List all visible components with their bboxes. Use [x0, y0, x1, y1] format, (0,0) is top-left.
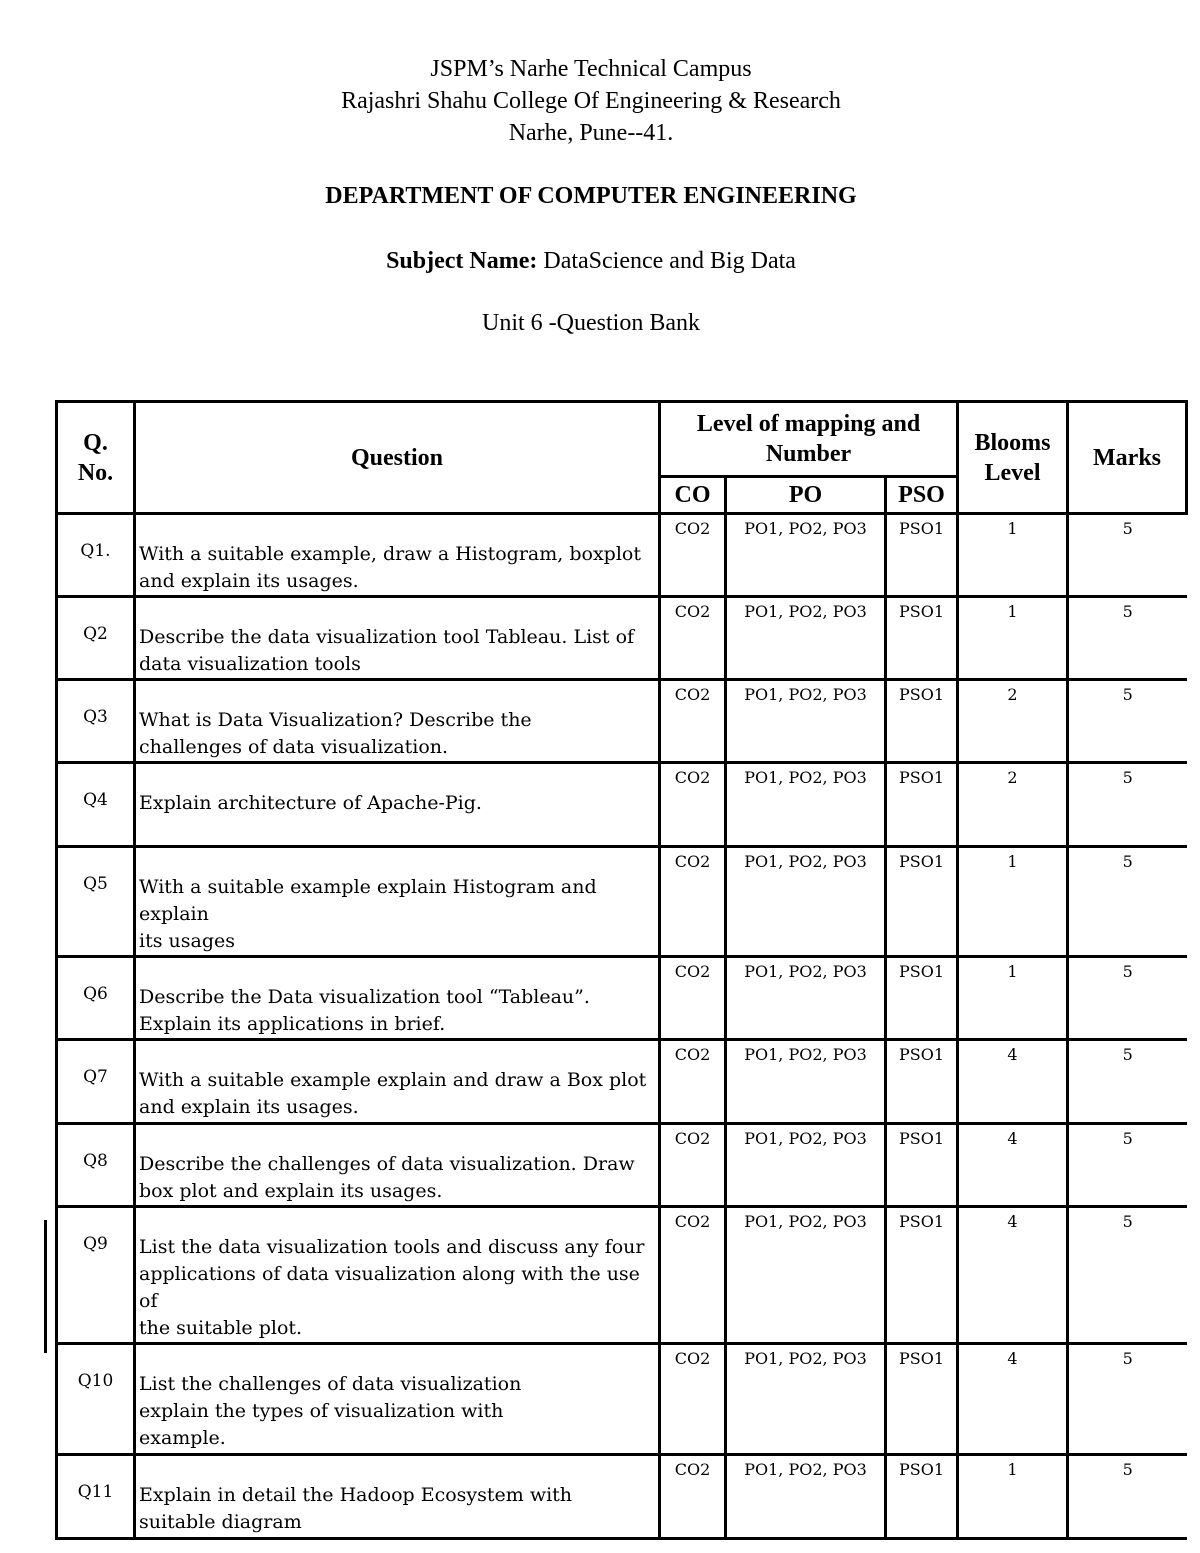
question-text [135, 1455, 660, 1539]
marks-cell: 5 [1068, 1344, 1187, 1455]
header-po: PO [726, 477, 886, 514]
blooms-cell: 1 [958, 847, 1068, 957]
question-line: suitable diagram [139, 1511, 302, 1533]
table-row [57, 514, 1187, 597]
question-line: Describe the Data visualization tool “Tableau”. [139, 986, 590, 1008]
marks-cell: 5 [1068, 763, 1187, 847]
table-row [57, 1040, 1187, 1124]
table-row [57, 763, 1187, 847]
question-number: Q11 [57, 1455, 135, 1539]
po-cell: PO1, PO2, PO3 [726, 514, 886, 597]
co-cell: CO2 [660, 1455, 726, 1539]
co-cell: CO2 [660, 957, 726, 1040]
question-line: With a suitable example, draw a Histogram, boxplot [139, 543, 641, 565]
blooms-cell: 2 [958, 680, 1068, 763]
co-cell: CO2 [660, 597, 726, 680]
college-name: Rajashri Shahu College Of Engineering & Research [341, 88, 841, 114]
po-cell: PO1, PO2, PO3 [726, 1124, 886, 1207]
header-mapping-line2: Number [765, 441, 852, 467]
header-blooms [958, 402, 1068, 514]
subject-value: DataScience and Big Data [543, 248, 796, 274]
header-qno-line2: No. [77, 459, 114, 486]
pso-cell: PSO1 [886, 514, 958, 597]
question-line: explain the types of visualization with [139, 1400, 504, 1422]
header-co: CO [660, 477, 726, 514]
question-text [135, 514, 660, 597]
blooms-cell: 1 [958, 597, 1068, 680]
question-line: Describe the challenges of data visualization. Draw [139, 1153, 635, 1175]
question-number: Q7 [57, 1040, 135, 1124]
question-number: Q2 [57, 597, 135, 680]
blooms-cell: 4 [958, 1040, 1068, 1124]
question-line: What is Data Visualization? Describe the [139, 709, 532, 731]
department-title: DEPARTMENT OF COMPUTER ENGINEERING [325, 183, 857, 209]
question-line: With a suitable example explain and draw a Box plot [139, 1069, 647, 1091]
question-text [135, 847, 660, 957]
question-number: Q6 [57, 957, 135, 1040]
question-text [135, 1124, 660, 1207]
header-qno [57, 402, 135, 514]
question-line: Explain architecture of Apache-Pig. [139, 792, 482, 814]
po-cell: PO1, PO2, PO3 [726, 1207, 886, 1344]
table-body [57, 514, 1187, 1539]
pso-cell: PSO1 [886, 1455, 958, 1539]
question-line: the suitable plot. [139, 1317, 303, 1339]
question-line: example. [139, 1427, 226, 1449]
pso-cell: PSO1 [886, 1124, 958, 1207]
co-cell: CO2 [660, 514, 726, 597]
header-qno-line1: Q. [83, 429, 108, 456]
po-cell: PO1, PO2, PO3 [726, 1040, 886, 1124]
table-row [57, 957, 1187, 1040]
blooms-cell: 4 [958, 1344, 1068, 1455]
header-mapping [660, 402, 958, 477]
question-number: Q3 [57, 680, 135, 763]
question-line: its usages [139, 930, 235, 952]
question-number: Q8 [57, 1124, 135, 1207]
pso-cell: PSO1 [886, 680, 958, 763]
question-text [135, 680, 660, 763]
question-bank-table [55, 400, 1188, 1540]
header-pso: PSO [886, 477, 958, 514]
po-cell: PO1, PO2, PO3 [726, 847, 886, 957]
question-text [135, 1040, 660, 1124]
co-cell: CO2 [660, 1124, 726, 1207]
po-cell: PO1, PO2, PO3 [726, 1344, 886, 1455]
question-line: and explain its usages. [139, 1096, 359, 1118]
question-number: Q4 [57, 763, 135, 847]
question-text [135, 597, 660, 680]
co-cell: CO2 [660, 1040, 726, 1124]
pso-cell: PSO1 [886, 1040, 958, 1124]
blooms-cell: 1 [958, 514, 1068, 597]
question-text [135, 763, 660, 847]
co-cell: CO2 [660, 1344, 726, 1455]
marks-cell: 5 [1068, 1207, 1187, 1344]
co-cell: CO2 [660, 847, 726, 957]
question-line: data visualization tools [139, 653, 361, 675]
college-address: Narhe, Pune--41. [508, 120, 674, 146]
marks-cell: 5 [1068, 514, 1187, 597]
question-line: List the data visualization tools and discuss any four [139, 1236, 645, 1258]
subject-line [0, 245, 1182, 277]
marks-cell: 5 [1068, 1040, 1187, 1124]
header-mapping-line1: Level of mapping and [696, 411, 921, 437]
marks-cell: 5 [1068, 847, 1187, 957]
pso-cell: PSO1 [886, 957, 958, 1040]
blooms-cell: 2 [958, 763, 1068, 847]
co-cell: CO2 [660, 1207, 726, 1344]
subject-label: Subject Name: [386, 248, 538, 274]
co-cell: CO2 [660, 763, 726, 847]
blooms-cell: 4 [958, 1124, 1068, 1207]
margin-bar [44, 1220, 47, 1353]
header-blooms-line1: Blooms [974, 429, 1051, 456]
unit-title: Unit 6 -Question Bank [482, 310, 700, 336]
co-cell: CO2 [660, 680, 726, 763]
question-text [135, 1344, 660, 1455]
marks-cell: 5 [1068, 597, 1187, 680]
table-row [57, 1455, 1187, 1539]
pso-cell: PSO1 [886, 1344, 958, 1455]
header-marks: Marks [1068, 402, 1187, 514]
question-number: Q10 [57, 1344, 135, 1455]
question-number: Q5 [57, 847, 135, 957]
marks-cell: 5 [1068, 680, 1187, 763]
question-line: List the challenges of data visualization [139, 1373, 522, 1395]
header-question: Question [135, 402, 660, 514]
blooms-cell: 4 [958, 1207, 1068, 1344]
po-cell: PO1, PO2, PO3 [726, 1455, 886, 1539]
po-cell: PO1, PO2, PO3 [726, 763, 886, 847]
table-row [57, 1124, 1187, 1207]
header-blooms-line2: Level [984, 459, 1041, 486]
question-line: applications of data visualization along with the use of [139, 1263, 640, 1312]
marks-cell: 5 [1068, 1124, 1187, 1207]
marks-cell: 5 [1068, 1455, 1187, 1539]
question-text [135, 957, 660, 1040]
question-text [135, 1207, 660, 1344]
question-number: Q9 [57, 1207, 135, 1344]
blooms-cell: 1 [958, 1455, 1068, 1539]
question-number: Q1. [57, 514, 135, 597]
question-line: and explain its usages. [139, 570, 359, 592]
table-row [57, 847, 1187, 957]
table-row [57, 680, 1187, 763]
question-line: challenges of data visualization. [139, 736, 449, 758]
question-line: Explain in detail the Hadoop Ecosystem with [139, 1484, 573, 1506]
pso-cell: PSO1 [886, 1207, 958, 1344]
question-line: Describe the data visualization tool Tableau. List of [139, 626, 635, 648]
po-cell: PO1, PO2, PO3 [726, 597, 886, 680]
question-line: With a suitable example explain Histogram and explain [139, 876, 597, 925]
pso-cell: PSO1 [886, 597, 958, 680]
table-row [57, 1344, 1187, 1455]
question-line: Explain its applications in brief. [139, 1013, 446, 1035]
po-cell: PO1, PO2, PO3 [726, 680, 886, 763]
question-line: box plot and explain its usages. [139, 1180, 443, 1202]
table-row [57, 1207, 1187, 1344]
blooms-cell: 1 [958, 957, 1068, 1040]
marks-cell: 5 [1068, 957, 1187, 1040]
pso-cell: PSO1 [886, 763, 958, 847]
campus-name: JSPM’s Narhe Technical Campus [430, 56, 752, 82]
table-row [57, 597, 1187, 680]
po-cell: PO1, PO2, PO3 [726, 957, 886, 1040]
pso-cell: PSO1 [886, 847, 958, 957]
